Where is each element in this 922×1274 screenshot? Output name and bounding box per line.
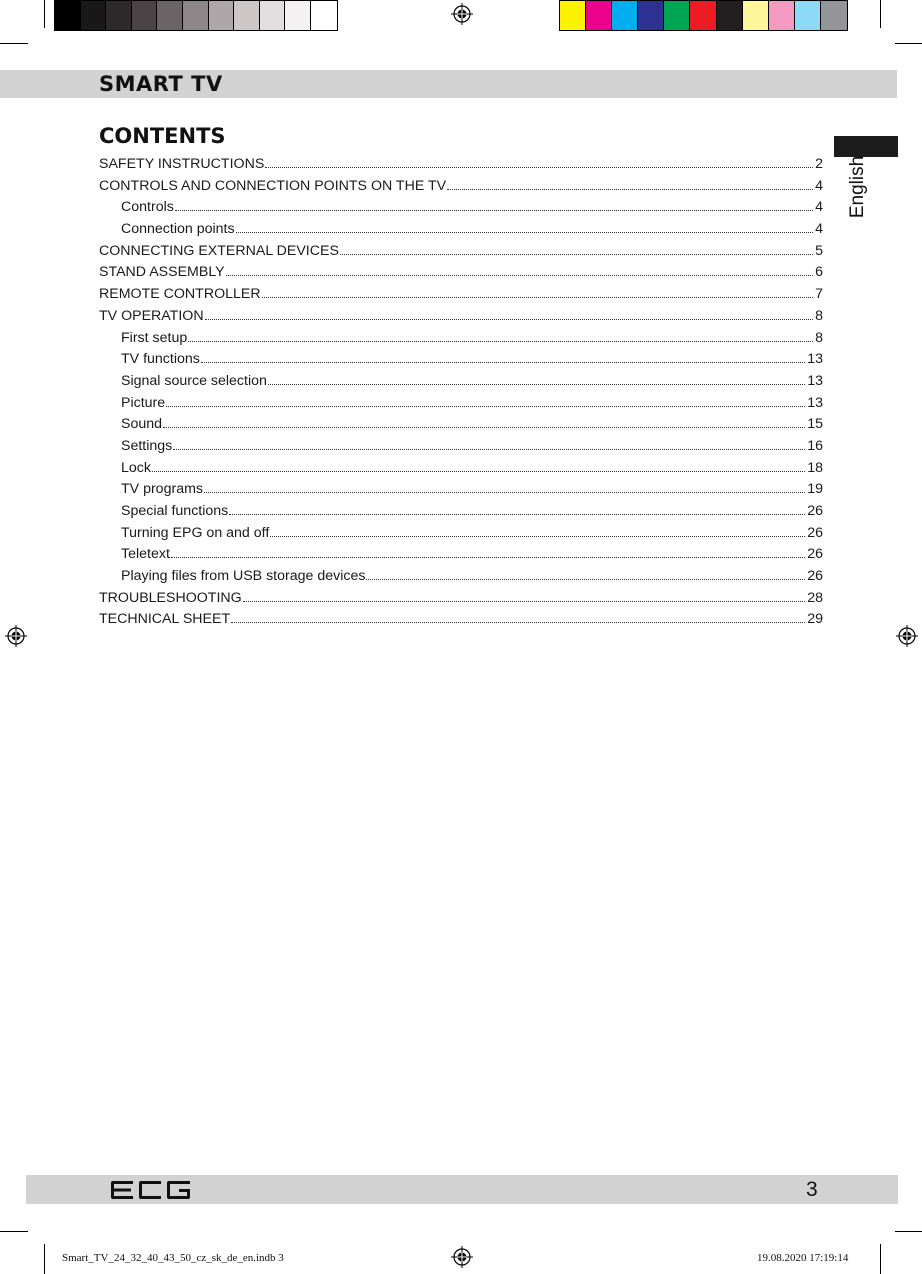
toc-entry: [99, 286, 823, 308]
crop-mark: [880, 1244, 881, 1274]
toc-entry: [99, 438, 823, 460]
toc-entry-page: 8: [815, 307, 823, 324]
registration-mark-icon: [451, 1246, 473, 1268]
toc-entry: [99, 199, 823, 221]
gray-swatch: [234, 1, 260, 30]
toc-entry: [99, 243, 823, 265]
color-swatch: [612, 1, 638, 30]
toc-entry-page: 18: [807, 459, 823, 476]
toc-entry-title: Controls: [121, 199, 174, 216]
toc-leader-dots: [265, 166, 813, 168]
toc-entry: [99, 590, 823, 612]
toc-entry-page: 7: [815, 286, 823, 303]
color-swatch: [690, 1, 716, 30]
toc-entry-page: 4: [815, 177, 823, 194]
toc-entry: [99, 330, 823, 352]
toc-entry-page: 4: [815, 221, 823, 238]
toc-leader-dots: [268, 383, 805, 385]
toc-entry-title: TV OPERATION: [99, 307, 204, 324]
toc-entry-title: STAND ASSEMBLY: [99, 264, 225, 281]
toc-entry: [99, 156, 823, 178]
toc-entry: [99, 308, 823, 330]
toc-entry: [99, 546, 823, 568]
gray-swatch: [311, 1, 337, 30]
toc-entry-title: Settings: [121, 437, 173, 454]
gray-swatch: [285, 1, 311, 30]
toc-leader-dots: [262, 296, 814, 298]
toc-entry-title: CONNECTING EXTERNAL DEVICES: [99, 242, 339, 259]
toc-entry-page: 6: [815, 264, 823, 281]
toc-entry-page: 13: [807, 351, 823, 368]
toc-entry-title: Signal source selection: [121, 372, 267, 389]
toc-entry: [99, 611, 823, 633]
toc-leader-dots: [163, 426, 805, 428]
toc-leader-dots: [447, 188, 813, 190]
toc-entry-page: 16: [807, 437, 823, 454]
gray-swatch: [132, 1, 158, 30]
toc-leader-dots: [173, 448, 805, 450]
toc-leader-dots: [231, 621, 805, 623]
toc-leader-dots: [236, 231, 814, 233]
toc-entry: [99, 481, 823, 503]
toc-entry-page: 26: [807, 568, 823, 585]
registration-mark-icon: [451, 3, 473, 25]
toc-entry-title: CONTROLS AND CONNECTION POINTS ON THE TV: [99, 177, 447, 194]
printer-color-bar: [559, 0, 848, 31]
toc-entry-page: 13: [807, 394, 823, 411]
toc-entry-page: 29: [807, 611, 823, 628]
toc-entry: [99, 178, 823, 200]
toc-leader-dots: [188, 340, 813, 342]
color-swatch: [769, 1, 795, 30]
registration-mark-icon: [896, 625, 918, 647]
toc-leader-dots: [166, 405, 805, 407]
crop-mark: [0, 43, 28, 44]
gray-swatch: [81, 1, 107, 30]
toc-entry-title: SAFETY INSTRUCTIONS: [99, 156, 265, 172]
toc-entry-title: Picture: [121, 394, 166, 411]
toc-entry-page: 19: [807, 481, 823, 498]
crop-mark: [895, 43, 922, 44]
toc-entry-page: 26: [807, 546, 823, 563]
toc-entry-title: TV programs: [121, 481, 203, 498]
toc-entry: [99, 525, 823, 547]
toc-entry-page: 26: [807, 524, 823, 541]
toc-leader-dots: [229, 513, 805, 515]
toc-entry-page: 13: [807, 372, 823, 389]
toc-entry-page: 8: [815, 329, 823, 346]
toc-entry: [99, 373, 823, 395]
toc-entry-title: TROUBLESHOOTING: [99, 589, 242, 606]
crop-mark: [0, 1231, 28, 1232]
table-of-contents: [99, 156, 823, 633]
toc-entry-title: Connection points: [121, 221, 235, 238]
toc-leader-dots: [270, 535, 805, 537]
toc-leader-dots: [340, 253, 813, 255]
toc-leader-dots: [204, 491, 805, 493]
toc-leader-dots: [366, 578, 805, 580]
toc-entry-title: TECHNICAL SHEET: [99, 611, 231, 628]
toc-leader-dots: [243, 600, 806, 602]
toc-entry-title: Teletext: [121, 546, 170, 563]
page-number: 3: [806, 1178, 818, 1201]
toc-entry-title: TV functions: [121, 351, 200, 368]
toc-entry: [99, 568, 823, 590]
gray-swatch: [260, 1, 286, 30]
color-swatch: [560, 1, 586, 30]
toc-leader-dots: [171, 556, 805, 558]
crop-mark: [44, 0, 45, 28]
color-swatch: [586, 1, 612, 30]
slug-timestamp: 19.08.2020 17:19:14: [757, 1252, 849, 1264]
gray-swatch: [157, 1, 183, 30]
toc-entry: [99, 221, 823, 243]
toc-entry-page: 26: [807, 503, 823, 519]
printer-gray-bar: [54, 0, 338, 31]
toc-entry-page: 5: [815, 242, 823, 259]
toc-entry: [99, 351, 823, 373]
gray-swatch: [209, 1, 235, 30]
crop-mark: [44, 1244, 45, 1274]
contents-title: CONTENTS: [99, 124, 226, 148]
toc-leader-dots: [226, 274, 813, 276]
toc-leader-dots: [201, 361, 805, 363]
header-title: SMART TV: [99, 72, 223, 96]
toc-entry-title: Lock: [121, 459, 151, 476]
toc-entry-title: Sound: [121, 416, 163, 433]
toc-entry-page: 4: [815, 199, 823, 216]
color-swatch: [717, 1, 743, 30]
toc-entry: [99, 460, 823, 482]
toc-leader-dots: [152, 470, 805, 472]
gray-swatch: [106, 1, 132, 30]
toc-entry-title: Playing files from USB storage devices: [121, 568, 366, 585]
color-swatch: [664, 1, 690, 30]
slug-filename: Smart_TV_24_32_40_43_50_cz_sk_de_en.indb 3: [62, 1252, 284, 1264]
gray-swatch: [183, 1, 209, 30]
toc-leader-dots: [205, 318, 814, 320]
toc-entry: [99, 264, 823, 286]
toc-entry: [99, 503, 823, 525]
color-swatch: [821, 1, 847, 30]
crop-mark: [880, 0, 881, 28]
toc-leader-dots: [175, 209, 813, 211]
toc-entry-page: 2: [815, 156, 823, 172]
crop-mark: [895, 1231, 922, 1232]
color-swatch: [638, 1, 664, 30]
toc-entry-title: Special functions: [121, 503, 229, 519]
toc-entry-title: REMOTE CONTROLLER: [99, 286, 261, 303]
color-swatch: [795, 1, 821, 30]
toc-entry-page: 28: [807, 589, 823, 606]
registration-mark-icon: [5, 625, 27, 647]
toc-entry: [99, 416, 823, 438]
toc-entry-page: 15: [807, 416, 823, 433]
color-swatch: [743, 1, 769, 30]
toc-entry: [99, 395, 823, 417]
gray-swatch: [55, 1, 81, 30]
toc-entry-title: First setup: [121, 329, 188, 346]
ecg-logo-icon: [109, 1180, 193, 1200]
toc-entry-title: Turning EPG on and off: [121, 524, 270, 541]
language-label: English: [847, 155, 868, 219]
